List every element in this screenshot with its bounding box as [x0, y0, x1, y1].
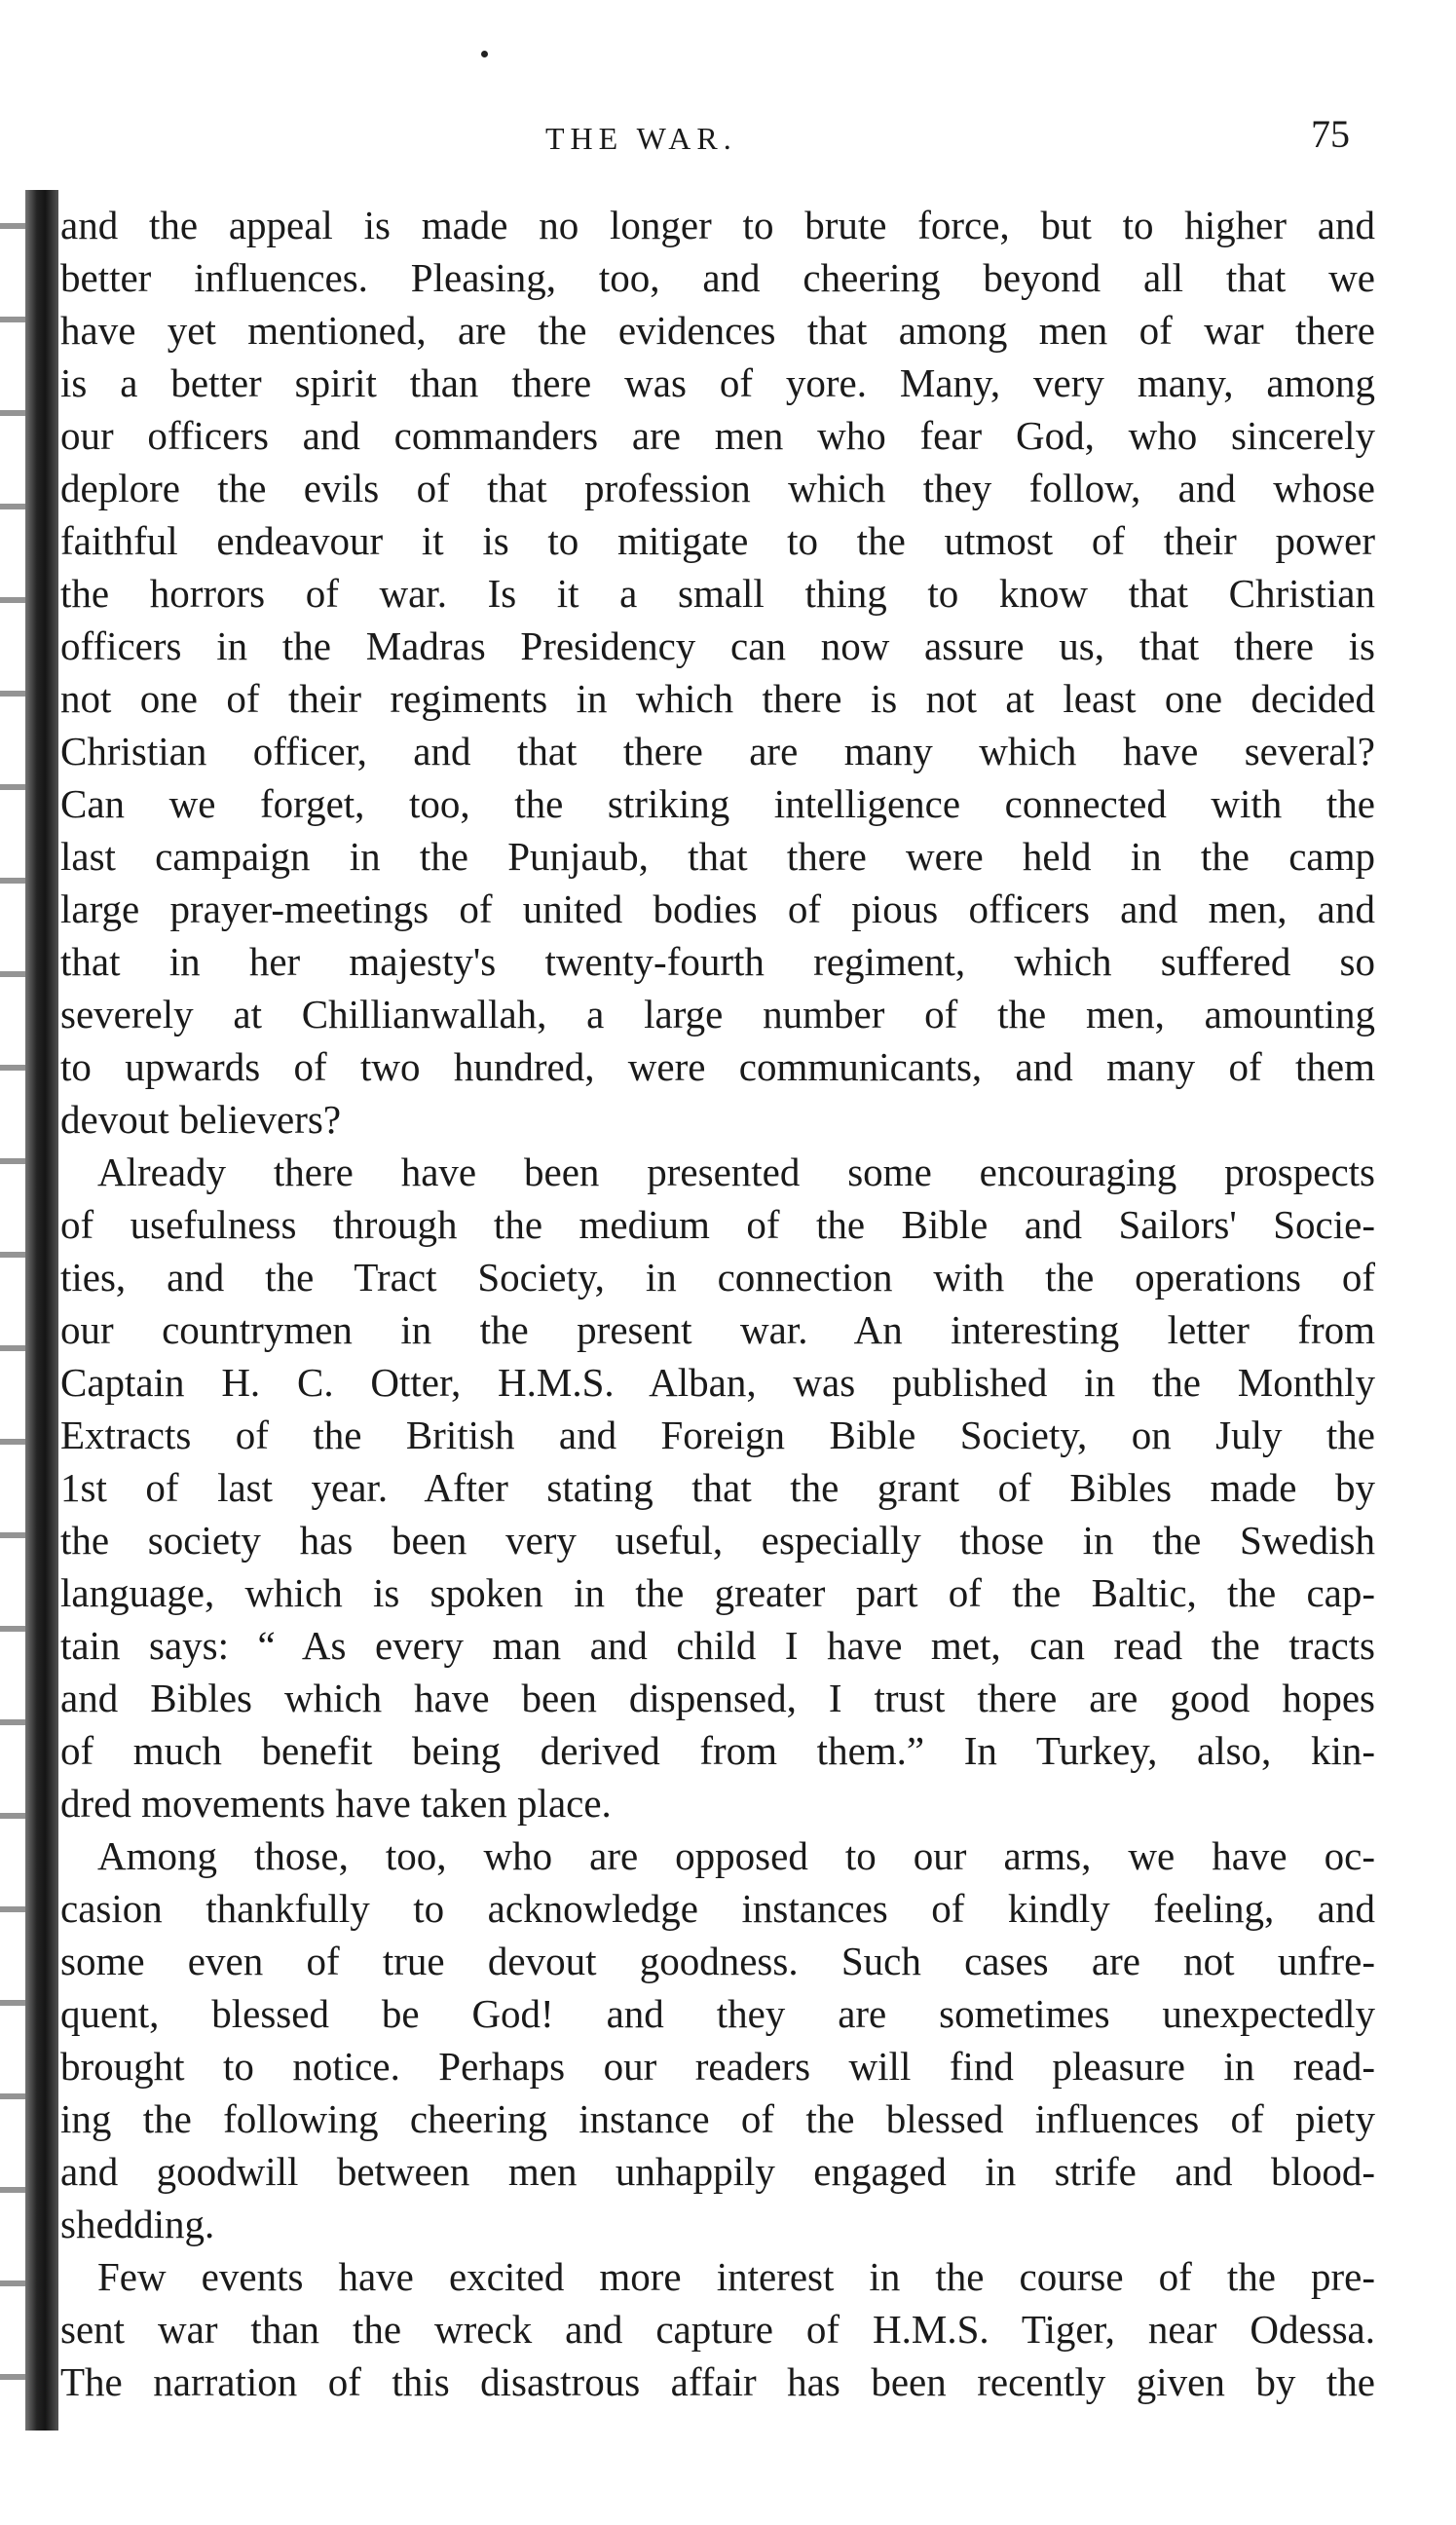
text-line: ties, and the Tract Society, in connection with the operations of — [60, 1255, 1375, 1300]
text-line: some even of true devout goodness. Such cases are not unfre- — [60, 1939, 1375, 1983]
paragraph-start-line: Among those, too, who are opposed to our arms, we have oc- — [97, 1833, 1375, 1878]
paragraph-start-line: Few events have excited more interest in the course of the pre- — [97, 2254, 1375, 2299]
text-line: our countrymen in the present war. An interesting letter from — [60, 1307, 1375, 1352]
facing-page-fragment — [0, 190, 25, 2431]
binding-gutter-shadow — [25, 190, 58, 2431]
text-line: casion thankfully to acknowledge instances of kindly feeling, and — [60, 1886, 1375, 1931]
text-line: sent war than the wreck and capture of H.M.S. Tiger, near Odessa. — [60, 2307, 1375, 2352]
text-line: last campaign in the Punjaub, that there were held in the camp — [60, 834, 1375, 879]
text-line: to upwards of two hundred, were communicants, and many of them — [60, 1044, 1375, 1089]
page-header — [78, 105, 1363, 164]
page-number: 75 — [1311, 112, 1350, 156]
text-line: The narration of this disastrous affair has been recently given by the — [60, 2359, 1375, 2404]
text-line: shedding. — [60, 2202, 215, 2246]
running-head: THE WAR. — [545, 121, 737, 156]
text-line: Christian officer, and that there are many which have several? — [60, 729, 1375, 773]
text-line: Extracts of the British and Foreign Bible Society, on July the — [60, 1413, 1375, 1457]
paragraph-start-line: Already there have been presented some encouraging prospects — [97, 1149, 1375, 1194]
text-line: have yet mentioned, are the evidences that among men of war there — [60, 308, 1375, 353]
text-line: 1st of last year. After stating that the grant of Bibles made by — [60, 1465, 1375, 1510]
text-line: officers in the Madras Presidency can now assure us, that there is — [60, 623, 1375, 668]
text-line: of usefulness through the medium of the Bible and Sailors' Socie- — [60, 1202, 1375, 1247]
text-line: severely at Chillianwallah, a large number of the men, amounting — [60, 992, 1375, 1036]
body-text — [60, 199, 1375, 2408]
text-line: brought to notice. Perhaps our readers will find pleasure in read- — [60, 2044, 1375, 2089]
text-line: ing the following cheering instance of the blessed influences of piety — [60, 2096, 1375, 2141]
text-line: and goodwill between men unhappily engaged in strife and blood- — [60, 2149, 1375, 2194]
text-line: dred movements have taken place. — [60, 1781, 612, 1826]
text-line: the society has been very useful, especially those in the Swedish — [60, 1518, 1375, 1563]
ink-speck — [481, 51, 488, 57]
text-line: language, which is spoken in the greater part of the Baltic, the cap- — [60, 1570, 1375, 1615]
text-line: the horrors of war. Is it a small thing to know that Christian — [60, 571, 1375, 616]
text-line: is a better spirit than there was of yore. Many, very many, among — [60, 360, 1375, 405]
text-line: and the appeal is made no longer to brute force, but to higher and — [60, 203, 1375, 247]
text-line: Captain H. C. Otter, H.M.S. Alban, was published in the Monthly — [60, 1360, 1375, 1405]
text-line: our officers and commanders are men who fear God, who sincerely — [60, 413, 1375, 458]
text-line: better influences. Pleasing, too, and cheering beyond all that we — [60, 255, 1375, 300]
text-line: Can we forget, too, the striking intelligence connected with the — [60, 781, 1375, 826]
text-line: faithful endeavour it is to mitigate to the utmost of their power — [60, 518, 1375, 563]
text-line: of much benefit being derived from them.” In Turkey, also, kin- — [60, 1728, 1375, 1773]
text-line: quent, blessed be God! and they are sometimes unexpectedly — [60, 1991, 1375, 2036]
text-line: not one of their regiments in which there is not at least one decided — [60, 676, 1375, 721]
text-line: tain says: “ As every man and child I have met, can read the tracts — [60, 1623, 1375, 1668]
text-line: devout believers? — [60, 1097, 342, 1142]
text-line: that in her majesty's twenty-fourth regiment, which suffered so — [60, 939, 1375, 984]
text-line: and Bibles which have been dispensed, I trust there are good hopes — [60, 1676, 1375, 1720]
text-line: deplore the evils of that profession which they follow, and whose — [60, 466, 1375, 510]
text-line: large prayer-meetings of united bodies of pious officers and men, and — [60, 886, 1375, 931]
